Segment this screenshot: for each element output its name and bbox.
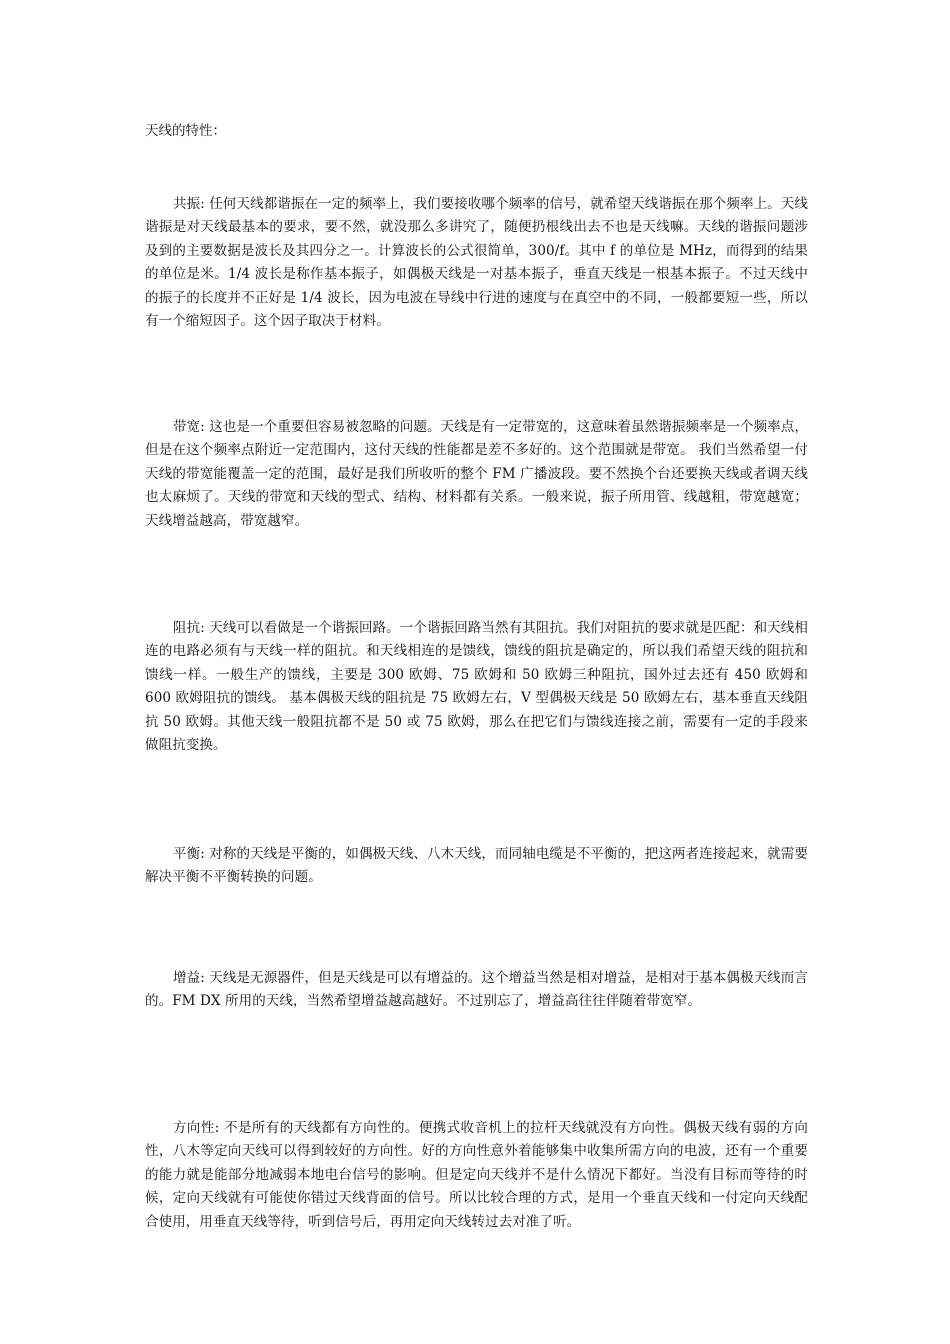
document-title: 天线的特性： (145, 123, 226, 139)
paragraph-directivity: 方向性: 不是所有的天线都有方向性的。便携式收音机上的拉杆天线就没有方向性。偶极天线有弱的方向性，八木等定向天线可以得到较好的方向性。好的方向性意外着能够集中收集所需方向的电波，还有一个重要的能力就是能部分地减弱本地电台信号的影响。但是定向天线并不是什么情况下都好。当没有目标而等待的时候，定向天线就有可能使你错过天线背面的信号。所以比较合理的方式，是用一个垂直天线和一付定向天线配合使用，用垂直天线等待，听到信号后，再用定向天线转过去对准了听。 (145, 1120, 808, 1230)
paragraph-gain: 增益: 天线是无源器件，但是天线是可以有增益的。这个增益当然是相对增益，是相对于基本偶极天线而言的。FM DX 所用的天线，当然希望增益越高越好。不过别忘了，增益高往往伴随着带宽窄。 (145, 970, 808, 1010)
paragraph-bandwidth: 带宽: 这也是一个重要但容易被忽略的问题。天线是有一定带宽的，这意味着虽然谐振频率是一个频率点，但是在这个频率点附近一定范围内，这付天线的性能都是差不多好的。这个范围就是带宽。 我们当然希望一付天线的带宽能覆盖一定的范围，最好是我们所收听的整个 FM 广播波段。要不然换个台还要换天线或者调天线也太麻烦了。天线的带宽和天线的型式、结构、材料都有关系。一般来说，振子所用管、线越粗，带宽越宽；天线增益越高，带宽越窄。 (145, 419, 808, 529)
paragraph-impedance: 阻抗: 天线可以看做是一个谐振回路。一个谐振回路当然有其阻抗。我们对阻抗的要求就是匹配：和天线相连的电路必须有与天线一样的阻抗。和天线相连的是馈线，馈线的阻抗是确定的，所以我们希望天线的阻抗和馈线一样。一般生产的馈线，主要是 300 欧姆、75 欧姆和 50 欧姆三种阻抗，国外过去还有 450 欧姆和 600 欧姆阻抗的馈线。 基本偶极天线的阻抗是 75 欧姆左右，V 型偶极天线是 50 欧姆左右，基本垂直天线阻抗 50 欧姆。其他天线一般阻抗都不是 50 或 75 欧姆，那么在把它们与馈线连接之前，需要有一定的手段来做阻抗变换。 (145, 620, 808, 754)
paragraph-resonance: 共振: 任何天线都谐振在一定的频率上，我们要接收哪个频率的信号，就希望天线谐振在那个频率上。天线谐振是对天线最基本的要求，要不然，就没那么多讲究了，随便扔根线出去不也是天线嘛。天线的谐振问题涉及到的主要数据是波长及其四分之一。计算波长的公式很简单，300/f。其中 f 的单位是 MHz，而得到的结果的单位是米。1/4 波长是称作基本振子，如偶极天线是一对基本振子，垂直天线是一根基本振子。不过天线中的振子的长度并不正好是 1/4 波长，因为电波在导线中行进的速度与在真空中的不同，一般都要短一些，所以有一个缩短因子。这个因子取决于材料。 (145, 196, 808, 330)
paragraph-balance: 平衡: 对称的天线是平衡的，如偶极天线、八木天线，而同轴电缆是不平衡的，把这两者连接起来，就需要解决平衡不平衡转换的问题。 (145, 846, 808, 886)
